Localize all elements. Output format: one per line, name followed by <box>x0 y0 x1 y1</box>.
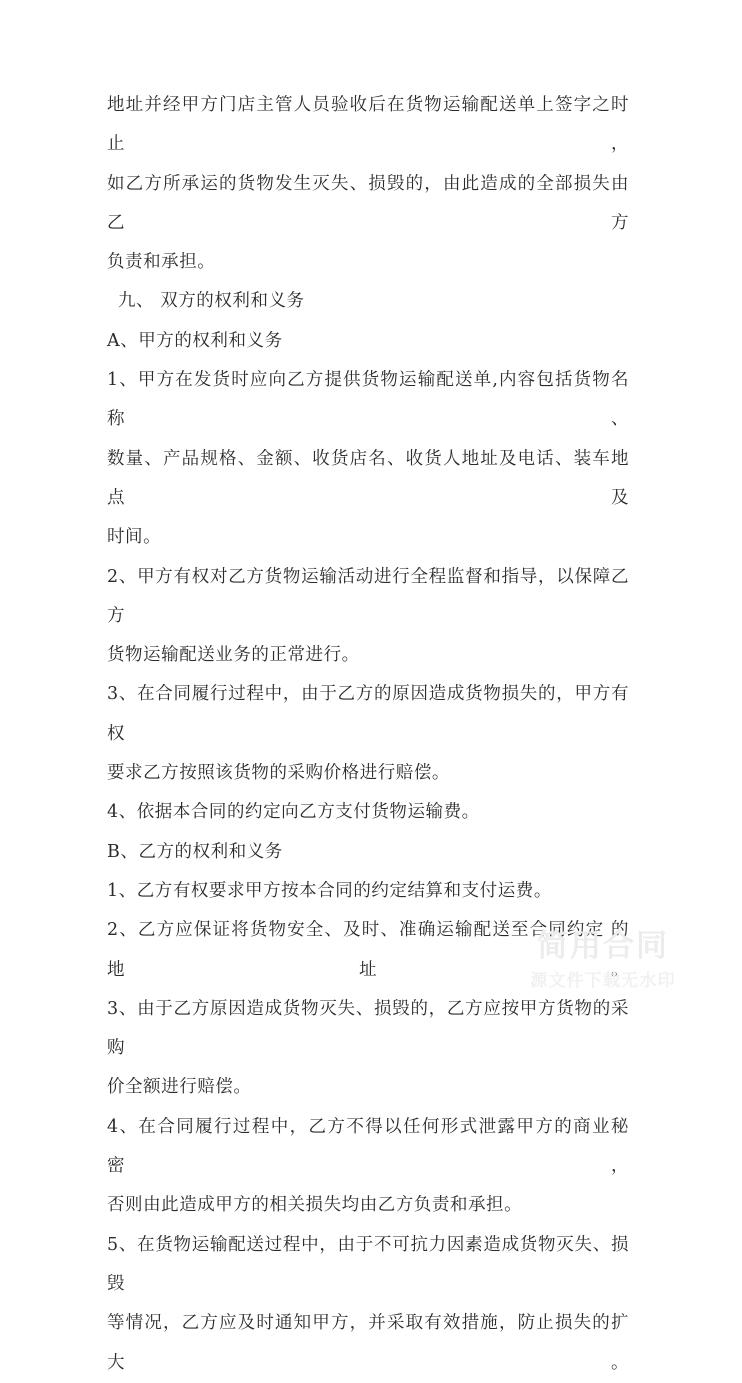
watermark-sub-text: 源文件下载无水印 <box>530 971 676 991</box>
document-line: 地址并经甲方门店主管人员验收后在货物运输配送单上签字之时止， <box>107 95 629 155</box>
document-line: 1、乙方有权要求甲方按本合同的约定结算和支付运费。 <box>107 880 552 901</box>
document-line: 价全额进行赔偿。 <box>107 1077 252 1098</box>
document-line: 否则由此造成甲方的相关损失均由乙方负责和承担。 <box>107 1195 523 1216</box>
document-line: 2、甲方有权对乙方货物运输活动进行全程监督和指导，以保障乙方 <box>107 566 629 626</box>
document-line: 1、甲方在发货时应向乙方提供货物运输配送单,内容包括货物名称、 <box>107 370 629 430</box>
document-line: 4、在合同履行过程中，乙方不得以任何形式泄露甲方的商业秘密， <box>107 1116 629 1177</box>
document-line: 时间。 <box>107 527 162 548</box>
document-line: 4、依据本合同的约定向乙方支付货物运输费。 <box>107 802 480 823</box>
document-line: 如乙方所承运的货物发生灭失、损毁的，由此造成的全部损失由乙方 <box>107 173 629 233</box>
document-line: 2、乙方应保证将货物安全、及时、准确运输配送至合同约定 的地址。 <box>107 920 629 980</box>
document-line: 3、在合同履行过程中，由于乙方的原因造成货物损失的，甲方有权 <box>107 684 629 744</box>
document-line: 货物运输配送业务的正常进行。 <box>107 645 360 666</box>
document-line: A、甲方的权利和义务 <box>107 330 283 351</box>
document-text-body <box>107 86 629 1383</box>
watermark-main-text: 简用合同 <box>537 928 669 964</box>
document-line: 要求乙方按照该货物的采购价格进行赔偿。 <box>107 763 450 784</box>
document-line: 5、在货物运输配送过程中，由于不可抗力因素造成货物灭失、损毁 <box>107 1234 629 1294</box>
document-line: 数量、产品规格、金额、收货店名、收货人地址及电话、装车地点及 <box>107 448 629 508</box>
document-line: B、乙方的权利和义务 <box>107 841 283 862</box>
document-line: 负责和承担。 <box>107 252 216 273</box>
document-line: 等情况，乙方应及时通知甲方，并采取有效措施，防止损失的扩大。 <box>107 1313 629 1373</box>
document-line: 九、 双方的权利和义务 <box>118 291 305 312</box>
document-line: 3、由于乙方原因造成货物灭失、损毁的，乙方应按甲方货物的采购 <box>107 998 629 1059</box>
